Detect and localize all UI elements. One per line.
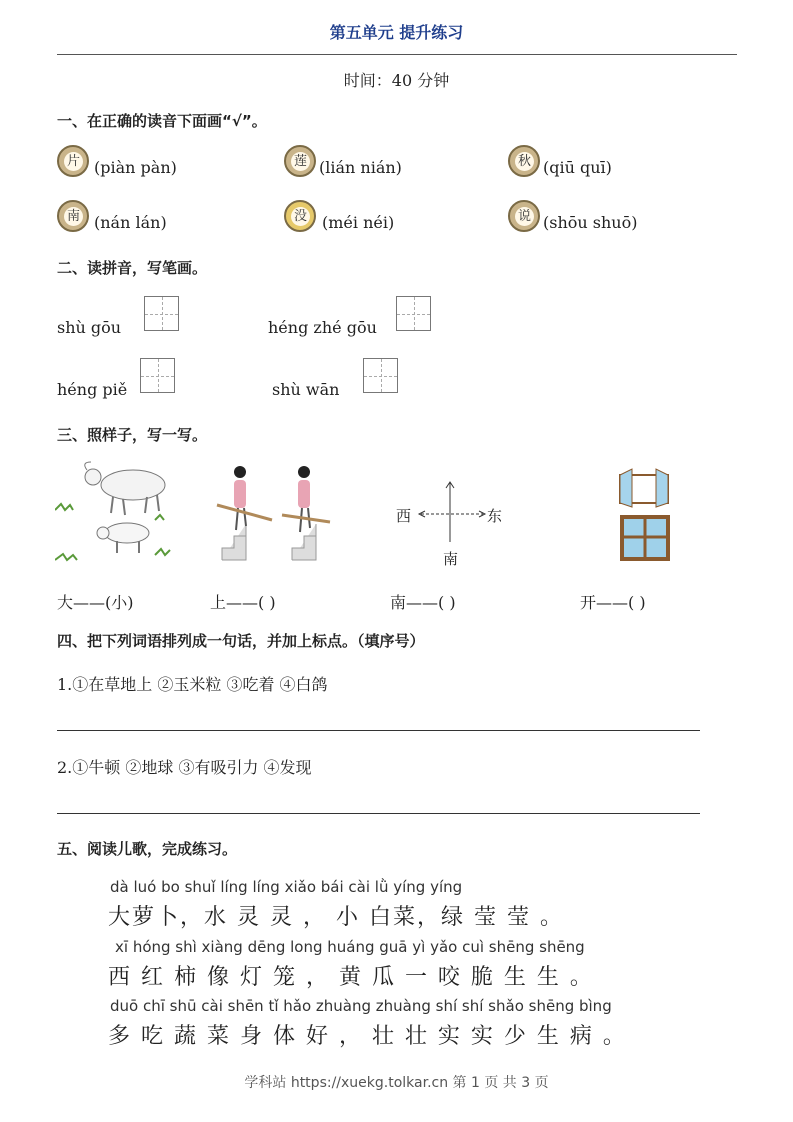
char-seal-icon: 南 [57, 200, 89, 232]
poem-line: 大萝卜，水 灵 灵 ， 小 白菜，绿 莹 莹 。 [108, 905, 564, 930]
stroke-pinyin: héng piě [57, 380, 128, 399]
answer-line[interactable] [57, 813, 700, 814]
antonym-pair[interactable]: 开——( ) [580, 593, 646, 612]
pinyin-options: (qiū quī) [543, 158, 612, 177]
answer-line[interactable] [57, 730, 700, 731]
compass-south: 南 [443, 550, 459, 568]
window-illustration [612, 467, 677, 567]
time-limit: 时间：40 分钟 [343, 71, 450, 90]
antonym-pair[interactable]: 上——( ) [210, 593, 276, 612]
writing-box[interactable] [363, 358, 398, 393]
pinyin-options: (piàn pàn) [94, 158, 177, 177]
char-seal-icon: 没 [284, 200, 316, 232]
header-divider [57, 54, 737, 55]
section-5-heading: 五、阅读儿歌，完成练习。 [57, 840, 238, 858]
goats-illustration [55, 455, 180, 570]
poem-line: 多 吃 蔬 菜 身 体 好 ， 壮 壮 实 实 少 生 病 。 [108, 1024, 627, 1049]
poem-pinyin: xī hóng shì xiàng dēng long huáng guā yì yǎo cuì shēng shēng [115, 938, 585, 956]
stroke-pinyin: shù gōu [57, 318, 122, 337]
poem-pinyin: dà luó bo shuǐ líng líng xiǎo bái cài lǜ yíng yíng [110, 878, 463, 896]
pinyin-options: (méi néi) [322, 213, 395, 232]
antonym-pair[interactable]: 南——( ) [390, 593, 456, 612]
compass-west: 西 [396, 507, 412, 525]
stairs-illustration [212, 460, 332, 565]
antonym-pair: 大——(小) [57, 593, 134, 612]
poem-pinyin: duō chī shū cài shēn tǐ hǎo zhuàng zhuàng shí shí shǎo shēng bìng [110, 997, 612, 1015]
section-3-heading: 三、照样子，写一写。 [57, 426, 208, 444]
page-title: 第五单元 提升练习 [329, 23, 464, 42]
char-seal-icon: 莲 [284, 145, 316, 177]
compass-arrows [413, 480, 493, 550]
stroke-pinyin: héng zhé gōu [268, 318, 377, 337]
poem-line: 西 红 柿 像 灯 笼 ， 黄 瓜 一 咬 脆 生 生 。 [108, 965, 594, 990]
section-4-heading: 四、把下列词语排列成一句话，并加上标点。（填序号） [57, 632, 425, 650]
writing-box[interactable] [140, 358, 175, 393]
char-seal-icon: 秋 [508, 145, 540, 177]
writing-box[interactable] [144, 296, 179, 331]
pinyin-options: (lián nián) [319, 158, 402, 177]
pinyin-options: (nán lán) [94, 213, 167, 232]
char-seal-icon: 片 [57, 145, 89, 177]
stroke-pinyin: shù wān [272, 380, 340, 399]
section-1-heading: 一、在正确的读音下面画“√”。 [57, 112, 267, 130]
page-footer: 学科站 https://xuekg.tolkar.cn 第 1 页 共 3 页 [244, 1075, 549, 1091]
word-order-item: 1.①在草地上 ②玉米粒 ③吃着 ④白鸽 [57, 675, 328, 694]
pinyin-options: (shōu shuō) [543, 213, 638, 232]
section-2-heading: 二、读拼音，写笔画。 [57, 259, 208, 277]
writing-box[interactable] [396, 296, 431, 331]
compass-east: 东 [487, 507, 503, 525]
word-order-item: 2.①牛顿 ②地球 ③有吸引力 ④发现 [57, 758, 312, 777]
char-seal-icon: 说 [508, 200, 540, 232]
